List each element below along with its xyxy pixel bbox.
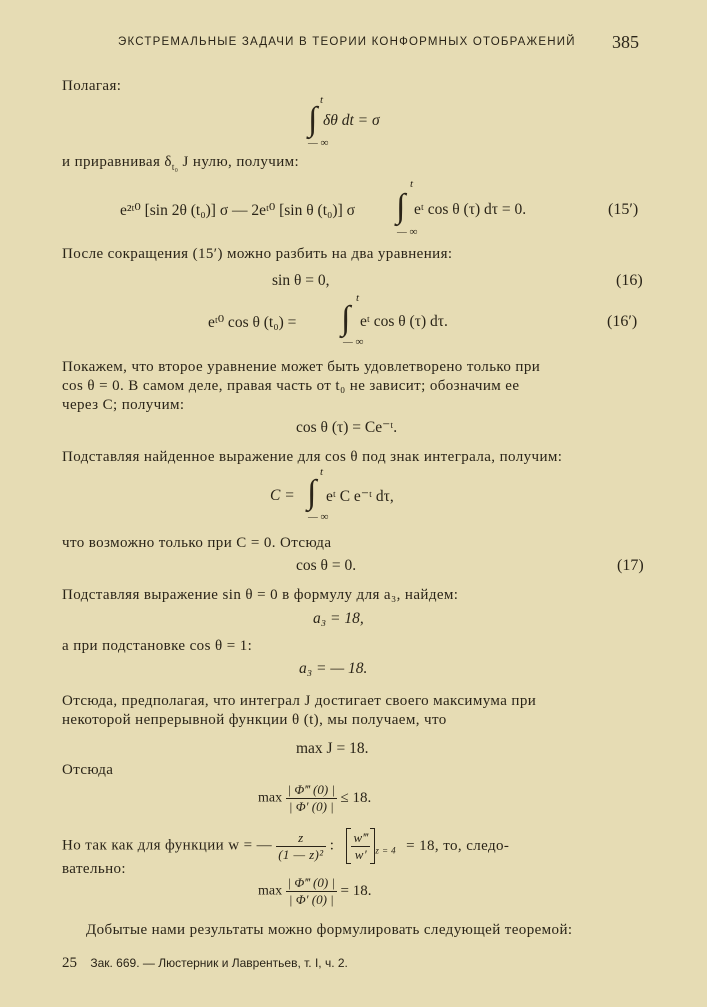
ratio-fraction [286, 782, 337, 815]
bracket-subscript: z = 4 [375, 845, 396, 856]
equation-max-ratio-1 [258, 782, 371, 815]
paragraph-8: а при подстановке cos θ = 1: [62, 638, 253, 654]
equation-1: δθ dt = σ [323, 112, 380, 129]
equation-a3-positive: a₃ = 18, [313, 610, 364, 627]
integral-sign: ∫ [308, 101, 318, 138]
page-number: 385 [612, 32, 639, 52]
equation-C-right: eᵗ C e⁻ᵗ dτ, [326, 488, 394, 505]
ratio-fraction [286, 875, 337, 908]
p2-start: и приравнивая δ [62, 154, 172, 170]
equation-max-ratio-2 [258, 875, 372, 908]
function-denominator: (1 — z)² [278, 846, 324, 862]
ratio-denominator: | Φ′ (0) | [288, 892, 334, 907]
equation-a3-negative: a₃ = — 18. [299, 660, 368, 677]
max-label: max [258, 790, 283, 806]
bracket-fraction [351, 830, 370, 863]
eqC-lower-limit: — ∞ [308, 511, 329, 523]
ratio-bound: ≤ 18. [340, 790, 372, 806]
equation-C-left: C = [270, 487, 295, 504]
p11-prefix: Но так как для функции w = — [62, 837, 273, 854]
p11-suffix: = 18, то, следо- [406, 837, 510, 854]
paragraph-4-line-1: Покажем, что второе уравнение может быть удовлетворено только при [62, 359, 541, 375]
eq16p-upper-limit: t [356, 292, 360, 304]
ratio-denominator: | Φ′ (0) | [288, 799, 334, 814]
equation-number-17: (17) [617, 557, 644, 574]
eq16p-lower-limit: — ∞ [343, 336, 364, 348]
page-footer [62, 955, 348, 972]
paragraph-11-line-1 [62, 828, 509, 864]
paragraph-5: Подставляя найденное выражение для cos θ под знак интеграла, получим: [62, 449, 563, 465]
paragraph-9-line-2: некоторой непрерывной функции θ (t), мы получаем, что [62, 712, 447, 728]
equation-15-left: e²ᵗ⁰ [sin 2θ (t₀)] σ — 2eᵗ⁰ [sin θ (t₀)] σ [120, 202, 355, 219]
paragraph-3: После сокращения (15′) можно разбить на два уравнения: [62, 246, 453, 262]
p11-colon: : [329, 837, 335, 854]
equation-number-15p: (15′) [608, 201, 639, 218]
equation-number-16: (16) [616, 272, 643, 289]
equation-number-16p: (16′) [607, 313, 638, 330]
integral-sign: ∫ [307, 474, 317, 511]
function-numerator: z [276, 830, 325, 847]
bracket-denominator: w′ [354, 846, 368, 862]
eqC-upper-limit: t [320, 466, 324, 478]
paragraph-4-line-2: cos θ = 0. В самом деле, правая часть от t₀ не зависит; обозначим ее [62, 378, 520, 394]
integral-sign: ∫ [341, 300, 351, 337]
paragraph-6: что возможно только при C = 0. Отсюда [62, 535, 332, 551]
eq1-upper-limit: t [320, 94, 324, 106]
paragraph-4-line-3: через C; получим: [62, 397, 185, 413]
ratio-numerator: | Φ‴ (0) | [287, 875, 336, 890]
equation-cos-tau: cos θ (τ) = Ce⁻ᵗ. [296, 419, 398, 436]
equation-16p-right: eᵗ cos θ (τ) dτ. [360, 313, 448, 330]
paragraph-12: Добытые нами результаты можно формулировать следующей теоремой: [86, 922, 573, 938]
max-label: max [258, 883, 283, 899]
eq1-lower-limit: — ∞ [308, 137, 329, 149]
eq15-upper-limit: t [410, 178, 414, 190]
ratio-numerator: | Φ‴ (0) | [287, 782, 336, 797]
equation-16: sin θ = 0, [272, 272, 330, 289]
equation-15-right: eᵗ cos θ (τ) dτ = 0. [414, 201, 527, 218]
equation-17: cos θ = 0. [296, 557, 357, 574]
equation-16p-left: eᵗ⁰ cos θ (t₀) = [208, 314, 297, 331]
paragraph-10: Отсюда [62, 762, 114, 778]
paragraph-1: Полагая: [62, 78, 122, 94]
p2-tail: J нулю, получим: [182, 154, 300, 170]
paragraph-7: Подставляя выражение sin θ = 0 в формулу для a₃, найдем: [62, 587, 459, 603]
printer-imprint: Зак. 669. — Люстерник и Лаврентьев, т. I, ч. 2. [90, 956, 348, 970]
paragraph-9-line-1: Отсюда, предполагая, что интеграл J достигает своего максимума при [62, 693, 537, 709]
running-title: ЭКСТРЕМАЛЬНЫЕ ЗАДАЧИ В ТЕОРИИ КОНФОРМНЫХ ОТОБРАЖЕНИЙ [118, 36, 576, 48]
bracket-numerator: w‴ [353, 829, 369, 845]
p2-sub: t₀ [171, 162, 179, 172]
paragraph-11-line-2: вательно: [62, 861, 126, 877]
signature-mark: 25 [62, 955, 77, 971]
ratio-value: = 18. [340, 883, 372, 899]
paragraph-2 [62, 154, 299, 172]
eq15-lower-limit: — ∞ [397, 226, 418, 238]
function-fraction [276, 830, 325, 863]
integral-sign: ∫ [396, 188, 406, 225]
equation-max-J: max J = 18. [296, 740, 369, 757]
